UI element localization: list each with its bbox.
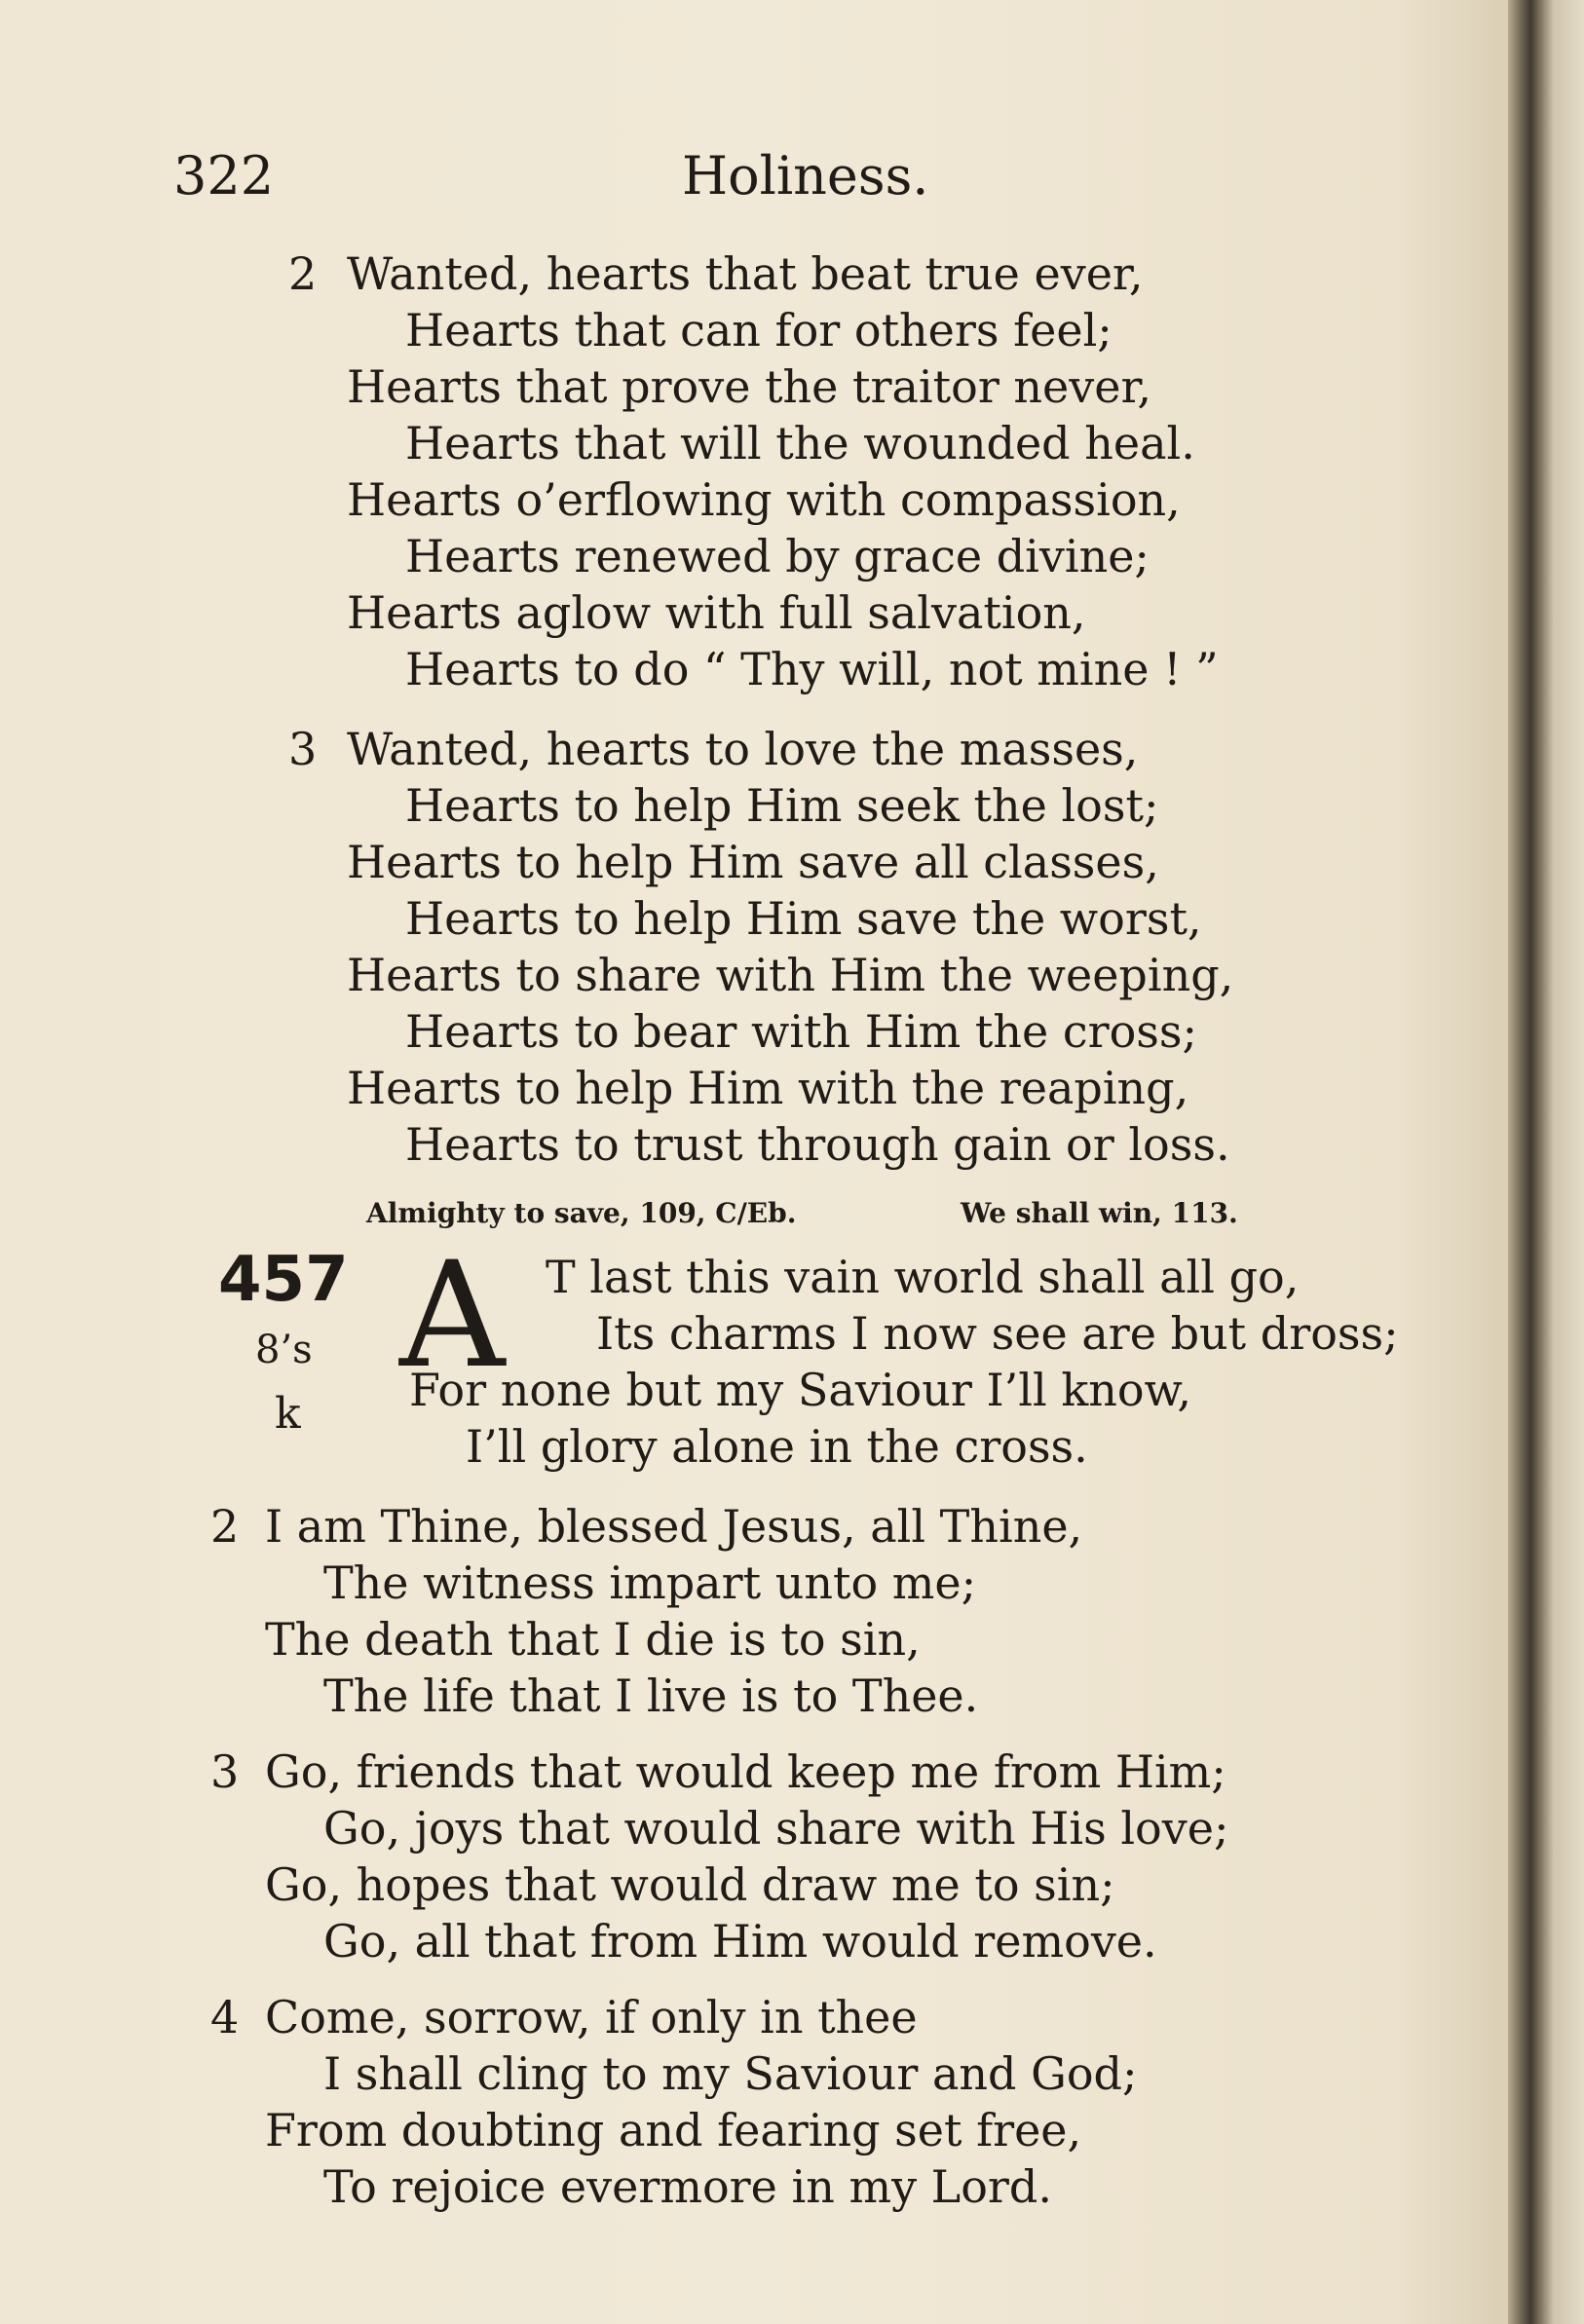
verse-number: 3 xyxy=(288,723,318,775)
drop-cap: A xyxy=(399,1231,506,1401)
verse-line: Hearts that can for others feel; xyxy=(405,304,1113,356)
verse-line: The witness impart unto me; xyxy=(323,1556,977,1609)
verse-line: Hearts o’erflowing with compassion, xyxy=(347,473,1181,526)
verse-line: I’ll glory alone in the cross. xyxy=(466,1420,1088,1473)
verse-number: 3 xyxy=(210,1745,240,1798)
verse-line: Hearts renewed by grace divine; xyxy=(405,530,1150,582)
verse-line: T last this vain world shall all go, xyxy=(546,1251,1300,1303)
verse-number: 2 xyxy=(288,247,318,300)
verse-line: Hearts to help Him with the reaping, xyxy=(347,1062,1189,1114)
book-spine xyxy=(1508,0,1584,2324)
verse-line: From doubting and fearing set free, xyxy=(265,2104,1082,2156)
verse-line: Hearts that will the wounded heal. xyxy=(405,417,1195,469)
verse-line: Go, all that from Him would remove. xyxy=(323,1915,1157,1968)
hymn-key: k xyxy=(275,1389,301,1439)
verse-line: Hearts to trust through gain or loss. xyxy=(405,1118,1230,1171)
verse-line: The life that I live is to Thee. xyxy=(323,1669,979,1722)
verse-line: To rejoice evermore in my Lord. xyxy=(323,2160,1052,2213)
verse-line: For none but my Saviour I’ll know, xyxy=(409,1364,1192,1416)
verse-line: Come, sorrow, if only in thee xyxy=(265,1991,918,2043)
verse-line: Go, friends that would keep me from Him; xyxy=(265,1745,1226,1798)
verse-line: I am Thine, blessed Jesus, all Thine, xyxy=(265,1500,1083,1553)
verse-line: Hearts to help Him seek the lost; xyxy=(405,779,1159,832)
verse-line: Hearts aglow with full salvation, xyxy=(347,586,1086,639)
tune-reference-left: Almighty to save, 109, C/Eb. xyxy=(366,1197,797,1229)
verse-line: Go, hopes that would draw me to sin; xyxy=(265,1858,1115,1911)
verse-line: Hearts to help Him save all classes, xyxy=(347,836,1159,888)
verse-number: 2 xyxy=(210,1500,240,1553)
verse-line: Go, joys that would share with His love; xyxy=(323,1802,1229,1855)
verse-line: I shall cling to my Saviour and God; xyxy=(323,2047,1138,2100)
verse-line: Hearts to bear with Him the cross; xyxy=(405,1005,1197,1058)
tune-reference-right: We shall win, 113. xyxy=(961,1197,1238,1229)
verse-line: Wanted, hearts to love the masses, xyxy=(347,723,1139,775)
hymn-number: 457 xyxy=(218,1244,349,1316)
page-number: 322 xyxy=(173,145,275,206)
hymn-meter: 8’s xyxy=(255,1328,313,1372)
verse-line: Hearts that prove the traitor never, xyxy=(347,360,1152,413)
page-title: Holiness. xyxy=(682,145,929,206)
verse-line: Hearts to help Him save the worst, xyxy=(405,892,1202,945)
verse-line: Its charms I now see are but dross; xyxy=(596,1307,1399,1360)
verse-line: Hearts to share with Him the weeping, xyxy=(347,949,1234,1001)
verse-line: The death that I die is to sin, xyxy=(265,1613,921,1666)
verse-number: 4 xyxy=(210,1991,240,2043)
verse-line: Hearts to do “ Thy will, not mine ! ” xyxy=(405,643,1219,695)
verse-line: Wanted, hearts that beat true ever, xyxy=(347,247,1144,300)
